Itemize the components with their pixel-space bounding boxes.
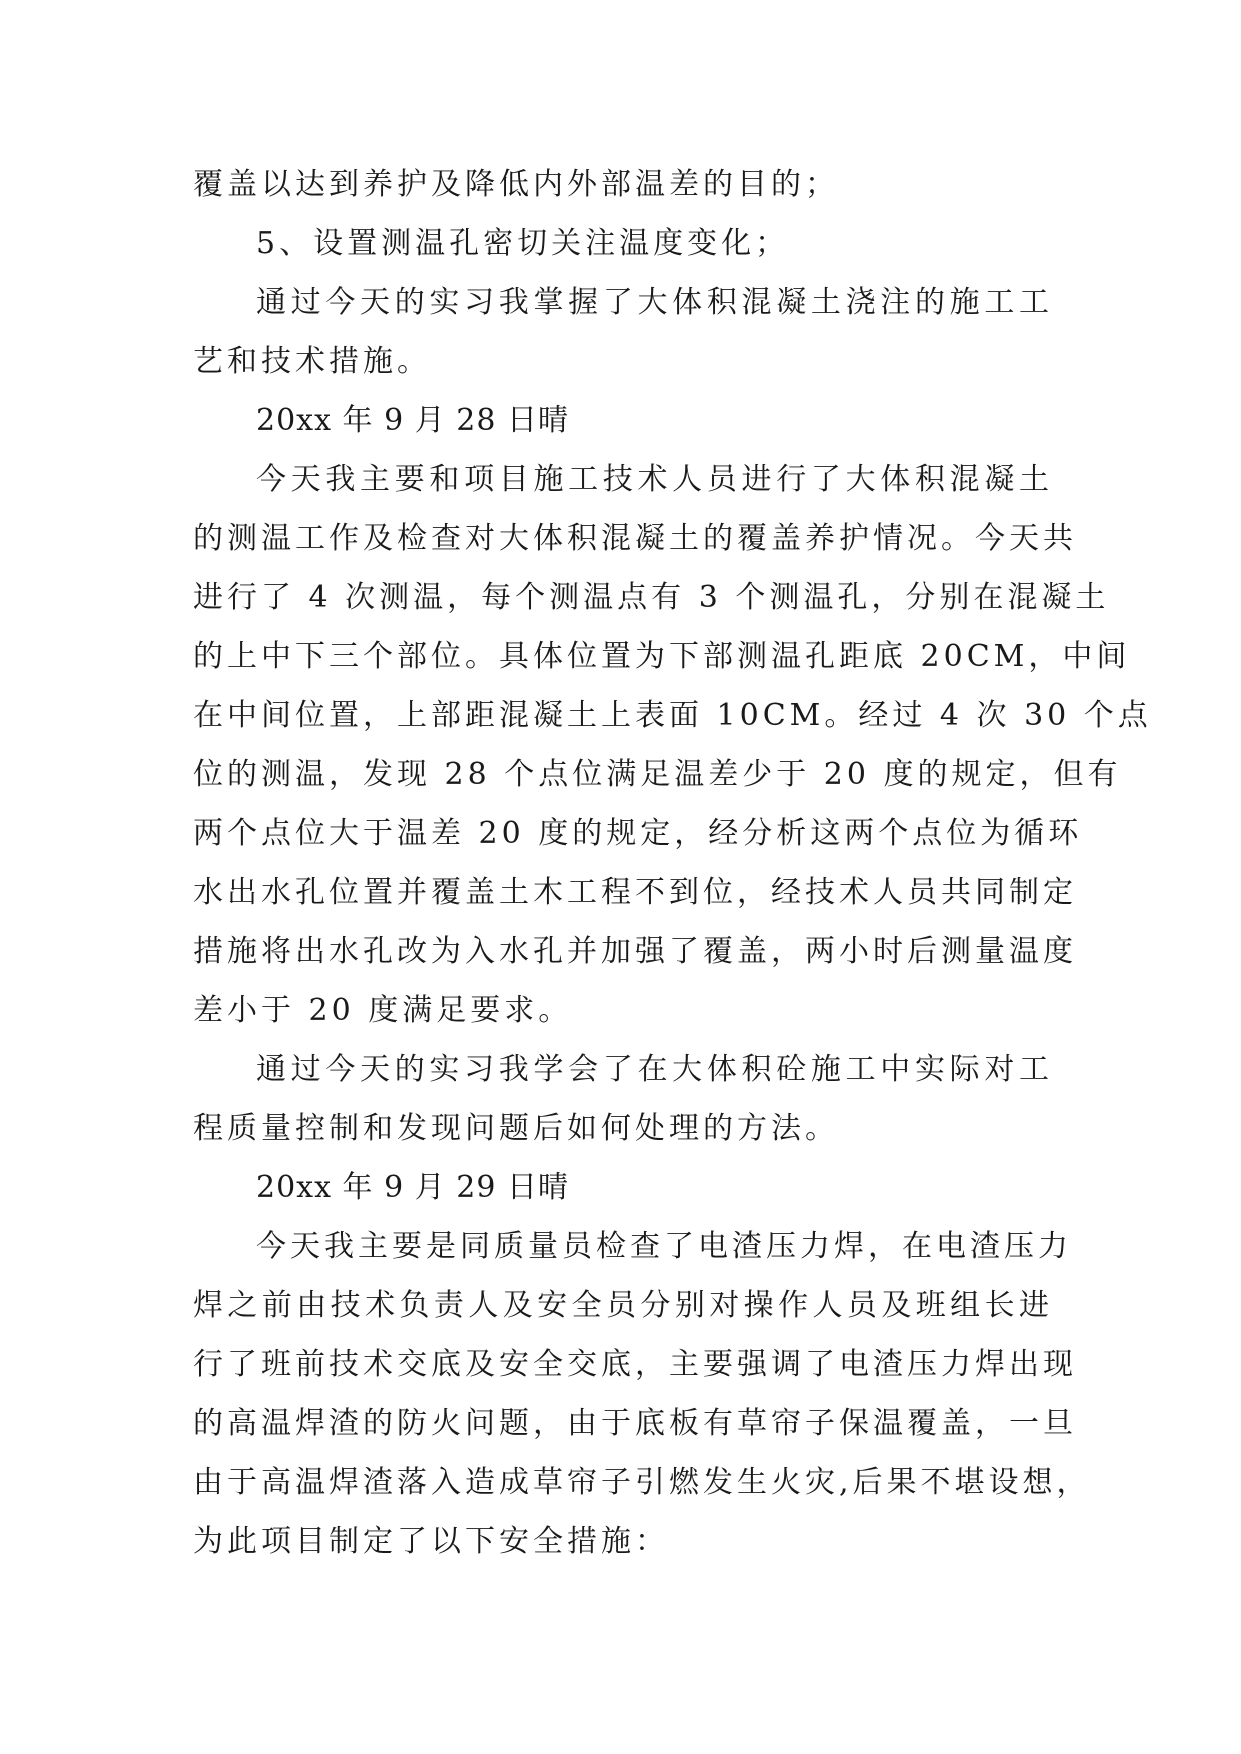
list-item-line: 5、设置测温孔密切关注温度变化； <box>256 226 790 261</box>
diary-date-heading: 20xx 年 9 月 28 日晴 <box>256 403 569 438</box>
paragraph-line: 差小于 20 度满足要求。 <box>193 993 573 1028</box>
paragraph-line: 的高温焊渣的防火问题，由于底板有草帘子保温覆盖，一旦 <box>193 1406 1077 1441</box>
paragraph-line: 通过今天的实习我学会了在大体积砼施工中实际对工 <box>256 1052 1053 1087</box>
paragraph-line: 进行了 4 次测温，每个测温点有 3 个测温孔，分别在混凝土 <box>193 580 1110 615</box>
paragraph-line: 为此项目制定了以下安全措施： <box>193 1524 669 1559</box>
paragraph-line: 覆盖以达到养护及降低内外部温差的目的； <box>193 167 839 202</box>
paragraph-line: 位的测温，发现 28 个点位满足温差少于 20 度的规定，但有 <box>193 757 1122 792</box>
paragraph-line: 焊之前由技术负责人及安全员分别对操作人员及班组长进 <box>193 1288 1053 1323</box>
paragraph-line: 的上中下三个部位。具体位置为下部测温孔距底 20CM，中间 <box>193 639 1131 674</box>
document-body <box>193 155 1152 1571</box>
diary-date-heading: 20xx 年 9 月 29 日晴 <box>256 1170 569 1205</box>
paragraph-line: 水出水孔位置并覆盖土木工程不到位，经技术人员共同制定 <box>193 875 1077 910</box>
paragraph-line: 艺和技术措施。 <box>193 344 431 379</box>
paragraph-line: 措施将出水孔改为入水孔并加强了覆盖，两小时后测量温度 <box>193 934 1077 969</box>
paragraph-line: 今天我主要和项目施工技术人员进行了大体积混凝土 <box>256 462 1053 497</box>
paragraph-line: 通过今天的实习我掌握了大体积混凝土浇注的施工工 <box>256 285 1053 320</box>
paragraph-line: 的测温工作及检查对大体积混凝土的覆盖养护情况。今天共 <box>193 521 1077 556</box>
paragraph-line: 在中间位置，上部距混凝土上表面 10CM。经过 4 次 30 个点 <box>193 698 1152 733</box>
paragraph-line: 程质量控制和发现问题后如何处理的方法。 <box>193 1111 839 1146</box>
paragraph-line: 行了班前技术交底及安全交底，主要强调了电渣压力焊出现 <box>193 1347 1077 1382</box>
paragraph-line: 两个点位大于温差 20 度的规定，经分析这两个点位为循环 <box>193 816 1083 851</box>
paragraph-line: 今天我主要是同质量员检查了电渣压力焊，在电渣压力 <box>256 1229 1072 1264</box>
paragraph-line: 由于高温焊渣落入造成草帘子引燃发生火灾,后果不堪设想， <box>193 1465 1091 1500</box>
